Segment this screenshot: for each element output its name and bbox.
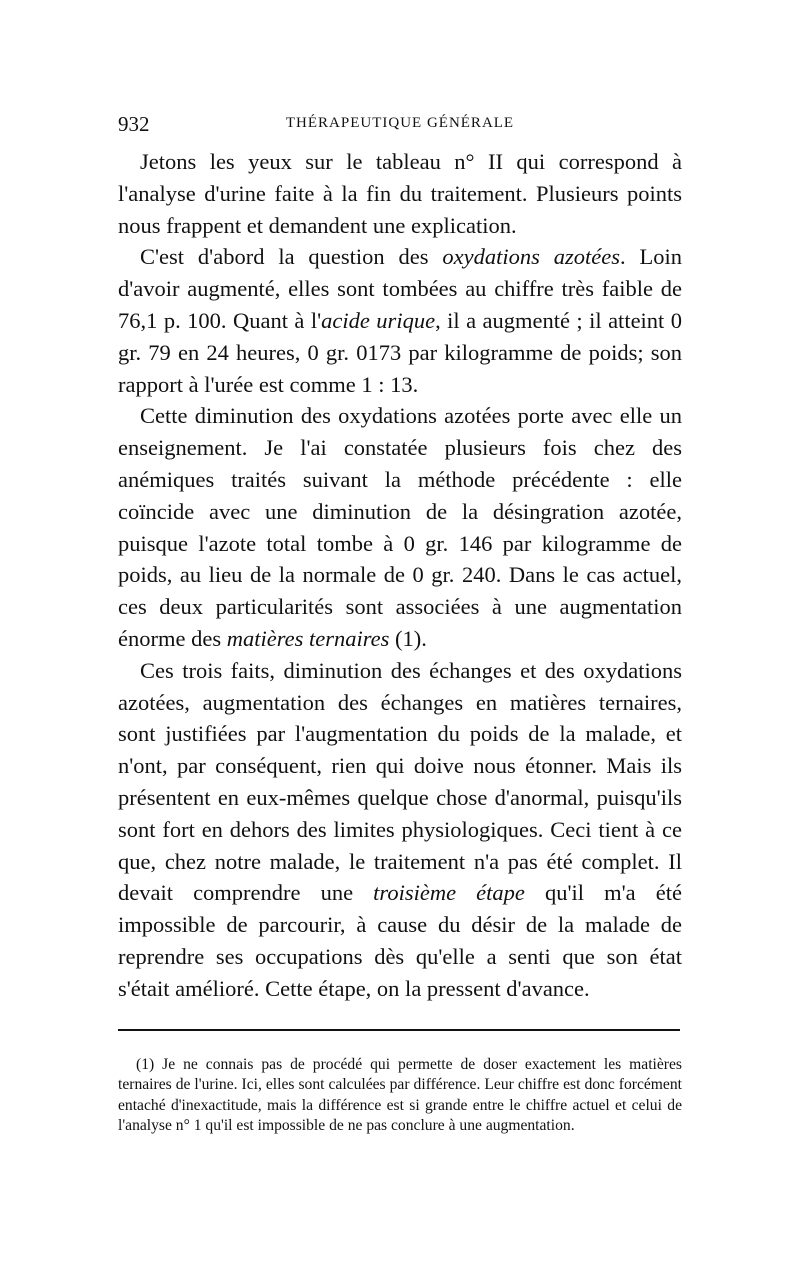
text-run: , il a augmenté ; il atteint 0 gr. 79 en 24 heures, 0 gr. 0173 par kilogramme de poids; son rapport à l'urée est comme 1 : 13. bbox=[118, 307, 683, 397]
text-run: qu'il m'a été impossible de parcourir, à cause du désir de la malade de reprendre ses occupations dès qu'elle a senti que son état s'était amélioré. Cette étape, on la pressent d'avance. bbox=[118, 880, 682, 1001]
running-title: THÉRAPEUTIQUE GÉNÉRALE bbox=[285, 115, 515, 131]
paragraph bbox=[118, 655, 682, 1005]
footnote-separator bbox=[118, 1029, 680, 1031]
text-run: Cette diminution des oxydations azotées porte avec elle un enseignement. Je l'ai constatée plusieurs fois chez des anémiques traités suivant la méthode précédente : elle coïncide avec une diminution de la désingration azotée, puisque l'azote total tombe à 0 gr. 146 par kilogramme de poids, au lieu de la normale de 0 gr. 240. Dans le cas actuel, ces deux particularités sont associées à une augmentation énorme des bbox=[118, 403, 682, 651]
italic-term: acide urique bbox=[321, 307, 436, 333]
italic-term: oxydations azotées bbox=[442, 244, 620, 270]
footnote: (1) Je ne connais pas de procédé qui permette de doser exactement les matières ternaires de l'urine. Ici, elles sont calculées par différence. Leur chiffre est donc forcément entaché d'inexactitude, mais la différence est si grande entre le chiffre actuel et celui de l'analyse n° 1 qu'il est impossible de ne pas conclure à une augmentation. bbox=[118, 1055, 682, 1135]
body-text bbox=[118, 146, 682, 1005]
paragraph bbox=[118, 146, 682, 241]
text-run: (1). bbox=[389, 625, 427, 651]
paragraph bbox=[118, 400, 682, 654]
italic-term: troisième étape bbox=[373, 880, 525, 906]
paragraph bbox=[118, 241, 682, 400]
text-run: Jetons les yeux sur le tableau n° II qui correspond à l'analyse d'urine faite à la fin du traitement. Plusieurs points nous frappent et demandent une explication. bbox=[118, 149, 682, 238]
text-run: C'est d'abord la question des bbox=[140, 244, 443, 270]
page-number: 932 bbox=[118, 112, 150, 136]
text-run: . Loin d'avoir augmenté, elles sont tombées au chiffre très faible de 76,1 p. 100. Quant à l' bbox=[118, 244, 682, 333]
italic-term: matières ternaires bbox=[226, 625, 390, 651]
book-page bbox=[118, 112, 682, 1152]
page-header bbox=[118, 112, 682, 144]
text-run: Ces trois faits, diminution des échanges et des oxydations azotées, augmentation des échanges en matières ternaires, sont justifiées par l'augmentation du poids de la malade, et n'ont, par conséquent, rien qui doive nous étonner. Mais ils présentent en eux-mêmes quelque chose d'anormal, puisqu'ils sont fort en dehors des limites physiologiques. Ceci tient à ce que, chez notre malade, le traitement n'a pas été complet. Il devait comprendre une bbox=[118, 657, 682, 906]
